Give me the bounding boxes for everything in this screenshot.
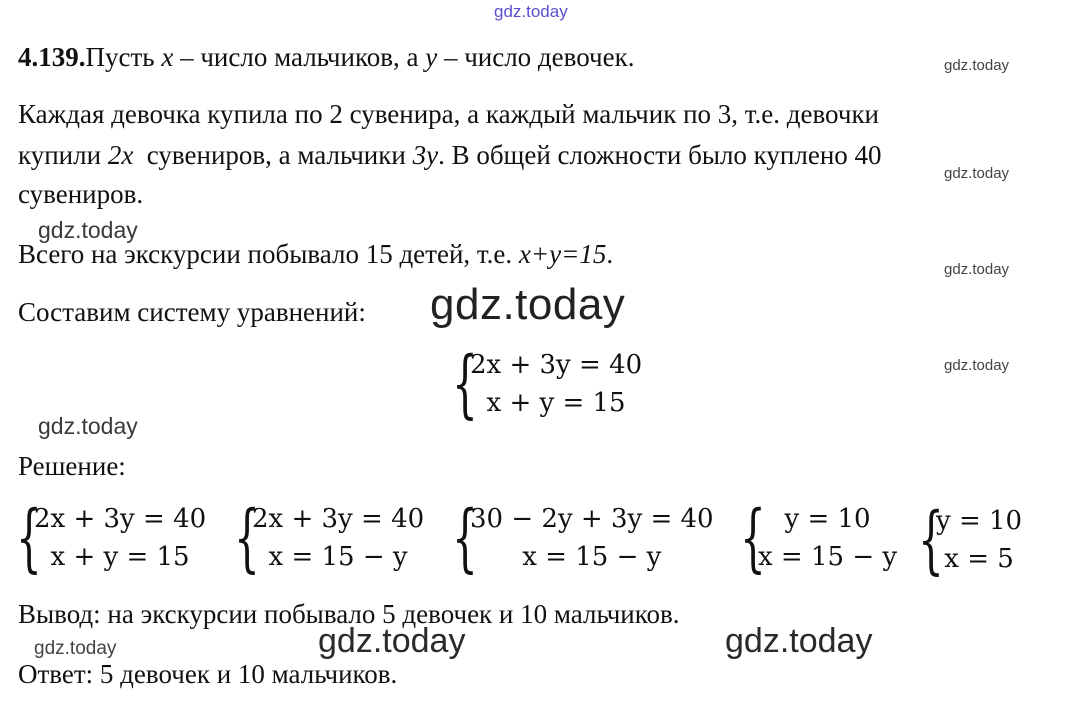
main-equation-system bbox=[452, 341, 643, 427]
watermark-bottom-center: gdz.today bbox=[318, 622, 466, 660]
step5-line2: x = 5 bbox=[944, 544, 1014, 574]
main-system-line2: x + y = 15 bbox=[486, 388, 626, 418]
p1-line2-post: . В общей сложности было куплено 40 bbox=[438, 140, 882, 170]
solution-step-3 bbox=[452, 495, 714, 581]
brace-icon: { bbox=[452, 495, 478, 581]
watermark-left-1: gdz.today bbox=[38, 217, 138, 243]
step1-line2: x + y = 15 bbox=[50, 542, 190, 572]
paragraph2 bbox=[18, 237, 613, 271]
conclusion-text: Вывод: на экскурсии побывало 5 девочек и 10 мальчиков. bbox=[18, 599, 680, 629]
watermark-left-3: gdz.today bbox=[34, 638, 117, 659]
brace-icon: { bbox=[740, 495, 766, 581]
solution-step-1 bbox=[16, 495, 207, 581]
watermark-right-1: gdz.today bbox=[944, 57, 1010, 74]
p1-line2-pre: купили bbox=[18, 140, 108, 170]
header-text-pre: Пусть bbox=[85, 42, 162, 72]
step5-line1: y = 10 bbox=[936, 506, 1023, 536]
p2-end: . bbox=[606, 239, 614, 269]
solution-label: Решение: bbox=[18, 451, 126, 481]
step4-line1: y = 10 bbox=[784, 504, 871, 534]
problem-number: 4.139. bbox=[18, 42, 86, 72]
watermark-right-2: gdz.today bbox=[944, 165, 1010, 182]
step3-line2: x = 15 − y bbox=[522, 542, 662, 572]
step1-line1: 2x + 3y = 40 bbox=[34, 504, 207, 534]
header-var-y: y bbox=[425, 42, 438, 72]
paragraph1-line2 bbox=[18, 138, 882, 172]
solution-step-5 bbox=[918, 497, 1023, 583]
watermark-big-center: gdz.today bbox=[430, 280, 626, 329]
paragraph1-line1: Каждая девочка купила по 2 сувенира, а каждый мальчик по 3, т.е. девочки bbox=[18, 99, 880, 129]
answer-text: Ответ: 5 девочек и 10 мальчиков. bbox=[18, 659, 398, 689]
header-text-post: – число девочек. bbox=[437, 42, 635, 72]
header-text-mid: – число мальчиков, а bbox=[173, 42, 426, 72]
watermark-right-3: gdz.today bbox=[944, 261, 1010, 278]
watermark-left-2: gdz.today bbox=[38, 413, 138, 439]
paragraph3: Составим систему уравнений: bbox=[18, 297, 366, 327]
p1-expr-3y: 3y bbox=[412, 140, 439, 170]
brace-icon: { bbox=[918, 497, 944, 583]
p1-expr-2x: 2x bbox=[107, 140, 134, 170]
p2-expr: x+y=15 bbox=[518, 239, 607, 269]
watermark-right-4: gdz.today bbox=[944, 357, 1010, 374]
paragraph1-line3: сувениров. bbox=[18, 179, 144, 209]
brace-icon: { bbox=[452, 341, 478, 427]
watermark-bottom-right: gdz.today bbox=[725, 622, 873, 660]
solution-step-2 bbox=[234, 495, 425, 581]
solution-step-4 bbox=[740, 495, 898, 581]
brace-icon: { bbox=[16, 495, 42, 581]
step2-line1: 2x + 3y = 40 bbox=[252, 504, 425, 534]
watermark-top: gdz.today bbox=[494, 2, 568, 21]
step3-line1: 30 − 2y + 3y = 40 bbox=[470, 504, 714, 534]
p1-line2-mid: сувениров, а мальчики bbox=[133, 140, 413, 170]
header-var-x: x bbox=[161, 42, 174, 72]
problem-header bbox=[18, 40, 634, 74]
brace-icon: { bbox=[234, 495, 260, 581]
p2-text: Всего на экскурсии побывало 15 детей, т.е. bbox=[18, 239, 519, 269]
step4-line2: x = 15 − y bbox=[758, 542, 898, 572]
step2-line2: x = 15 − y bbox=[268, 542, 408, 572]
main-system-line1: 2x + 3y = 40 bbox=[470, 350, 643, 380]
